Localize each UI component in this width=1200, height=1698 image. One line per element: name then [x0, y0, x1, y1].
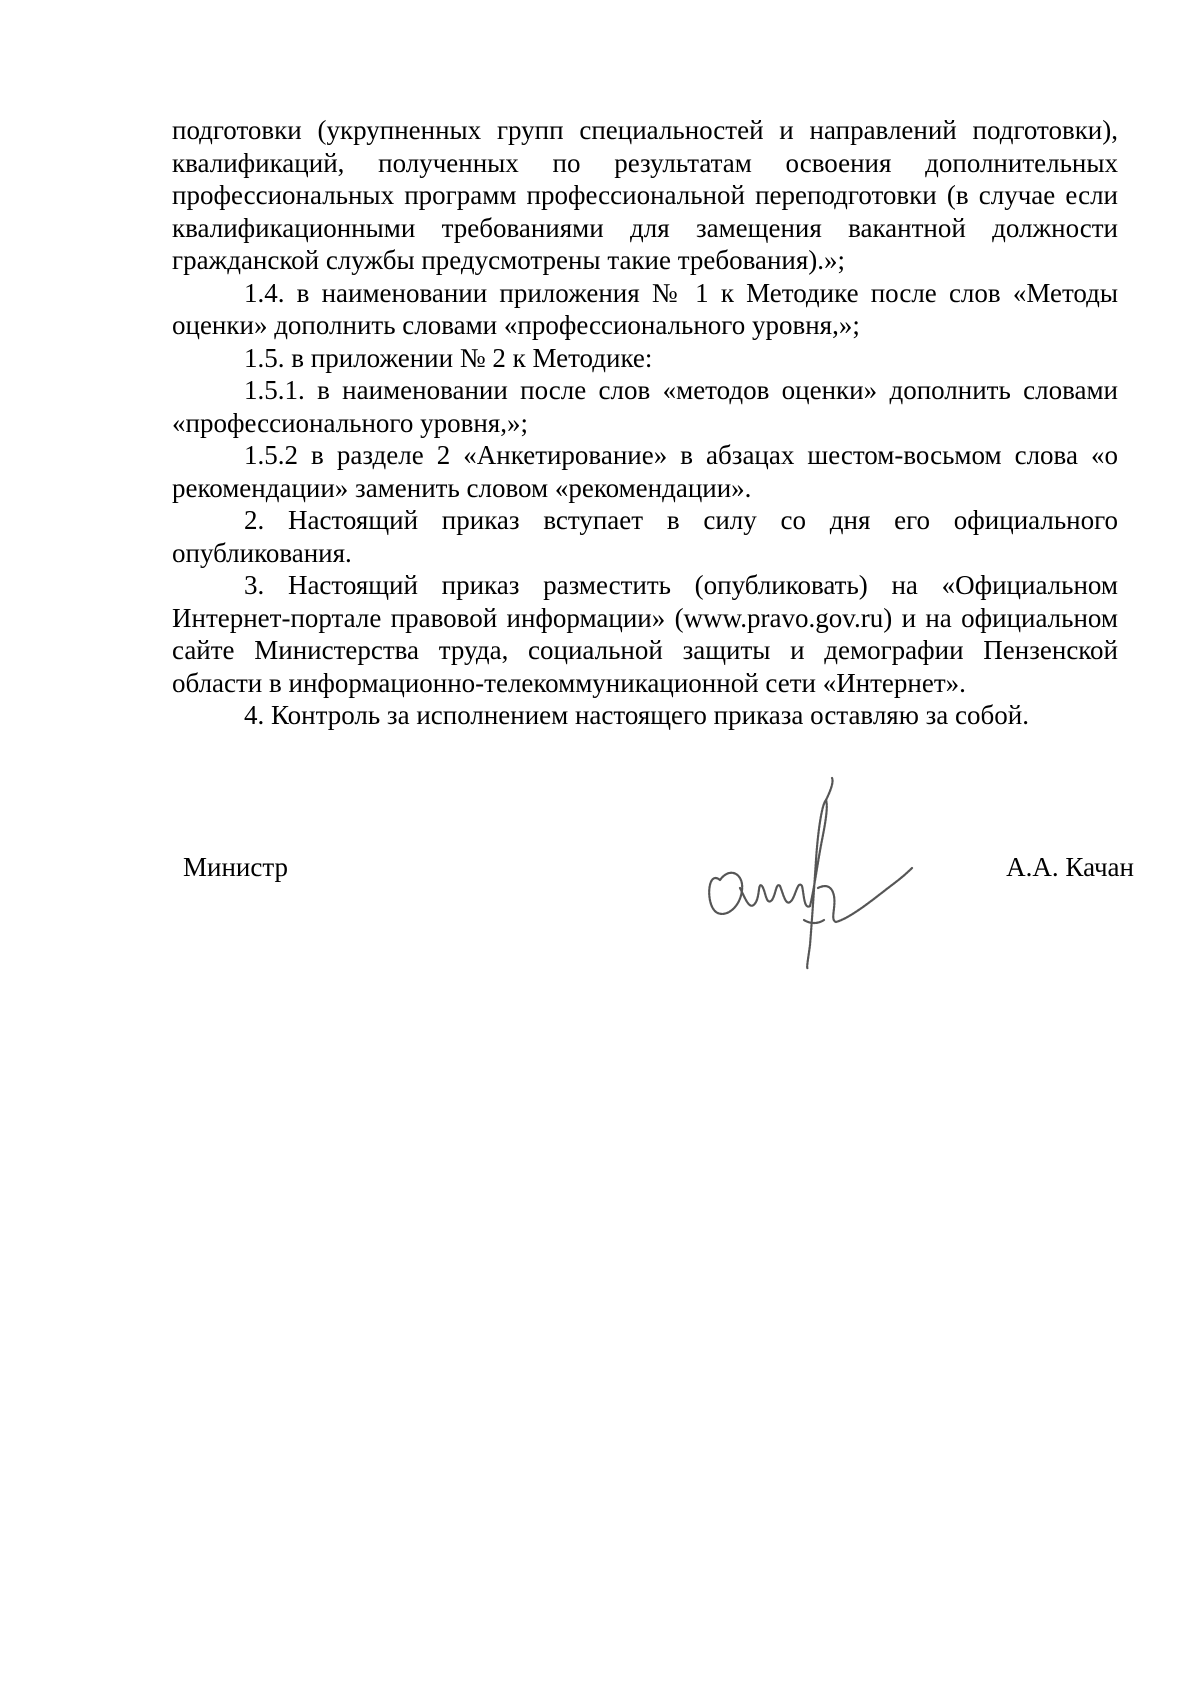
paragraph-continuation: подготовки (укрупненных групп специальностей и направлений подготовки), квалификаций, полученных по результатам освоения дополнительных профессиональных программ профессиональной переподготовки (в случае если квалификационными требованиями для замещения вакантной должности гражданской службы предусмотрены такие требования).»;	[172, 115, 1118, 275]
handwritten-signature	[700, 770, 930, 980]
paragraph-1-5-2: 1.5.2 в разделе 2 «Анкетирование» в абзацах шестом-восьмом слова «о рекомендации» заменить словом «рекомендации».	[172, 440, 1118, 503]
paragraph-1-4: 1.4. в наименовании приложения № 1 к Методике после слов «Методы оценки» дополнить словами «профессионального уровня,»;	[172, 277, 1118, 340]
signatory-name: А.А. Качан	[1006, 852, 1134, 882]
paragraph-1-5-1: 1.5.1. в наименовании после слов «методов оценки» дополнить словами «профессионального уровня,»;	[172, 375, 1118, 438]
document-body	[172, 114, 1118, 732]
paragraph-2: 2. Настоящий приказ вступает в силу со дня его официального опубликования.	[172, 505, 1118, 568]
paragraph-4: 4. Контроль за исполнением настоящего приказа оставляю за собой.	[244, 700, 1029, 730]
signatory-title: Министр	[183, 852, 288, 882]
paragraph-3: 3. Настоящий приказ разместить (опубликовать) на «Официальном Интернет-портале правовой информации» (www.pravo.gov.ru) и на официальном сайте Министерства труда, социальной защиты и демографии Пензенской области в информационно-телекоммуникационной сети «Интернет».	[172, 570, 1118, 698]
paragraph-1-5: 1.5. в приложении № 2 к Методике:	[244, 342, 653, 373]
